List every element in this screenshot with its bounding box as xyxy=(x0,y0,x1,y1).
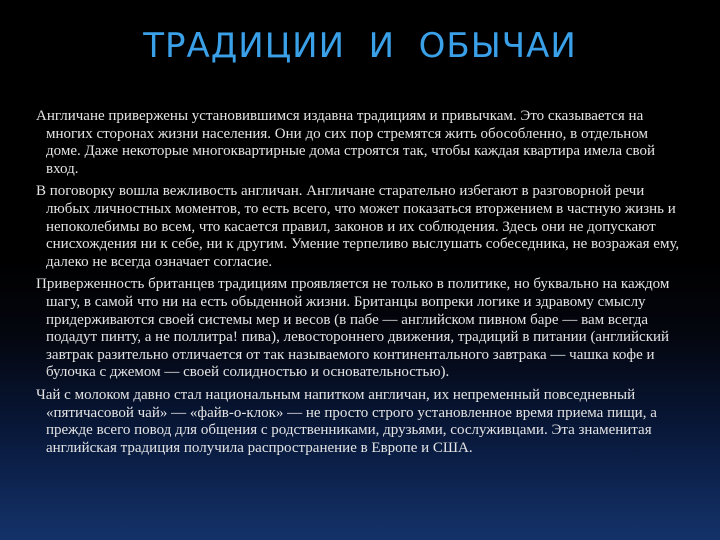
slide-body xyxy=(36,108,684,462)
paragraph-tea: Чай с молоком давно стал национальным напитком англичан, их непременный повседневный «пятичасовой чай» — «файв-о-клок» — не просто строго установленное время приема пищи, а прежде всего повод для общения с родственниками, друзьями, сослуживцами. Эта знаменитая английская традиция получила распространение в Европе и США. xyxy=(36,386,657,456)
paragraph-politeness: В поговорку вошла вежливость англичан. Англичане старательно избегают в разговорной речи любых личностных моментов, то есть всего, что может показаться вторжением в частную жизнь и непоколебимы во всем, что касается правил, законов и их соблюдения. Здесь они не допускают снисхождения ни к себе, ни к другим. Умение терпеливо выслушать собеседника, не возражая ему, далеко не всегда означает согласие. xyxy=(36,183,680,270)
slide-title: ТРАДИЦИИ И ОБЫЧАИ xyxy=(143,26,577,66)
paragraph-traditions: Англичане привержены установившимся издавна традициям и привычкам. Это сказывается на многих сторонах жизни населения. Они до сих пор стремятся жить обособленно, в отдельном доме. Даже некоторые многоквартирные дома строятся так, чтобы каждая квартира имела свой вход. xyxy=(36,108,655,177)
paragraph-everyday-life: Приверженность британцев традициям проявляется не только в политике, но буквально на каждом шагу, в самой что ни на есть обыденной жизни. Британцы вопреки логике и здравому смыслу придерживаются своей системы мер и весов (в пабе — английском пивном баре — вам всегда подадут пинту, а не поллитра! пива), левостороннего движения, традиций в питании (английский завтрак разительно отличается от так называемого континентального завтрака — чашка кофе и булочка с джемом — своей солидностью и основательностью). xyxy=(36,276,670,381)
